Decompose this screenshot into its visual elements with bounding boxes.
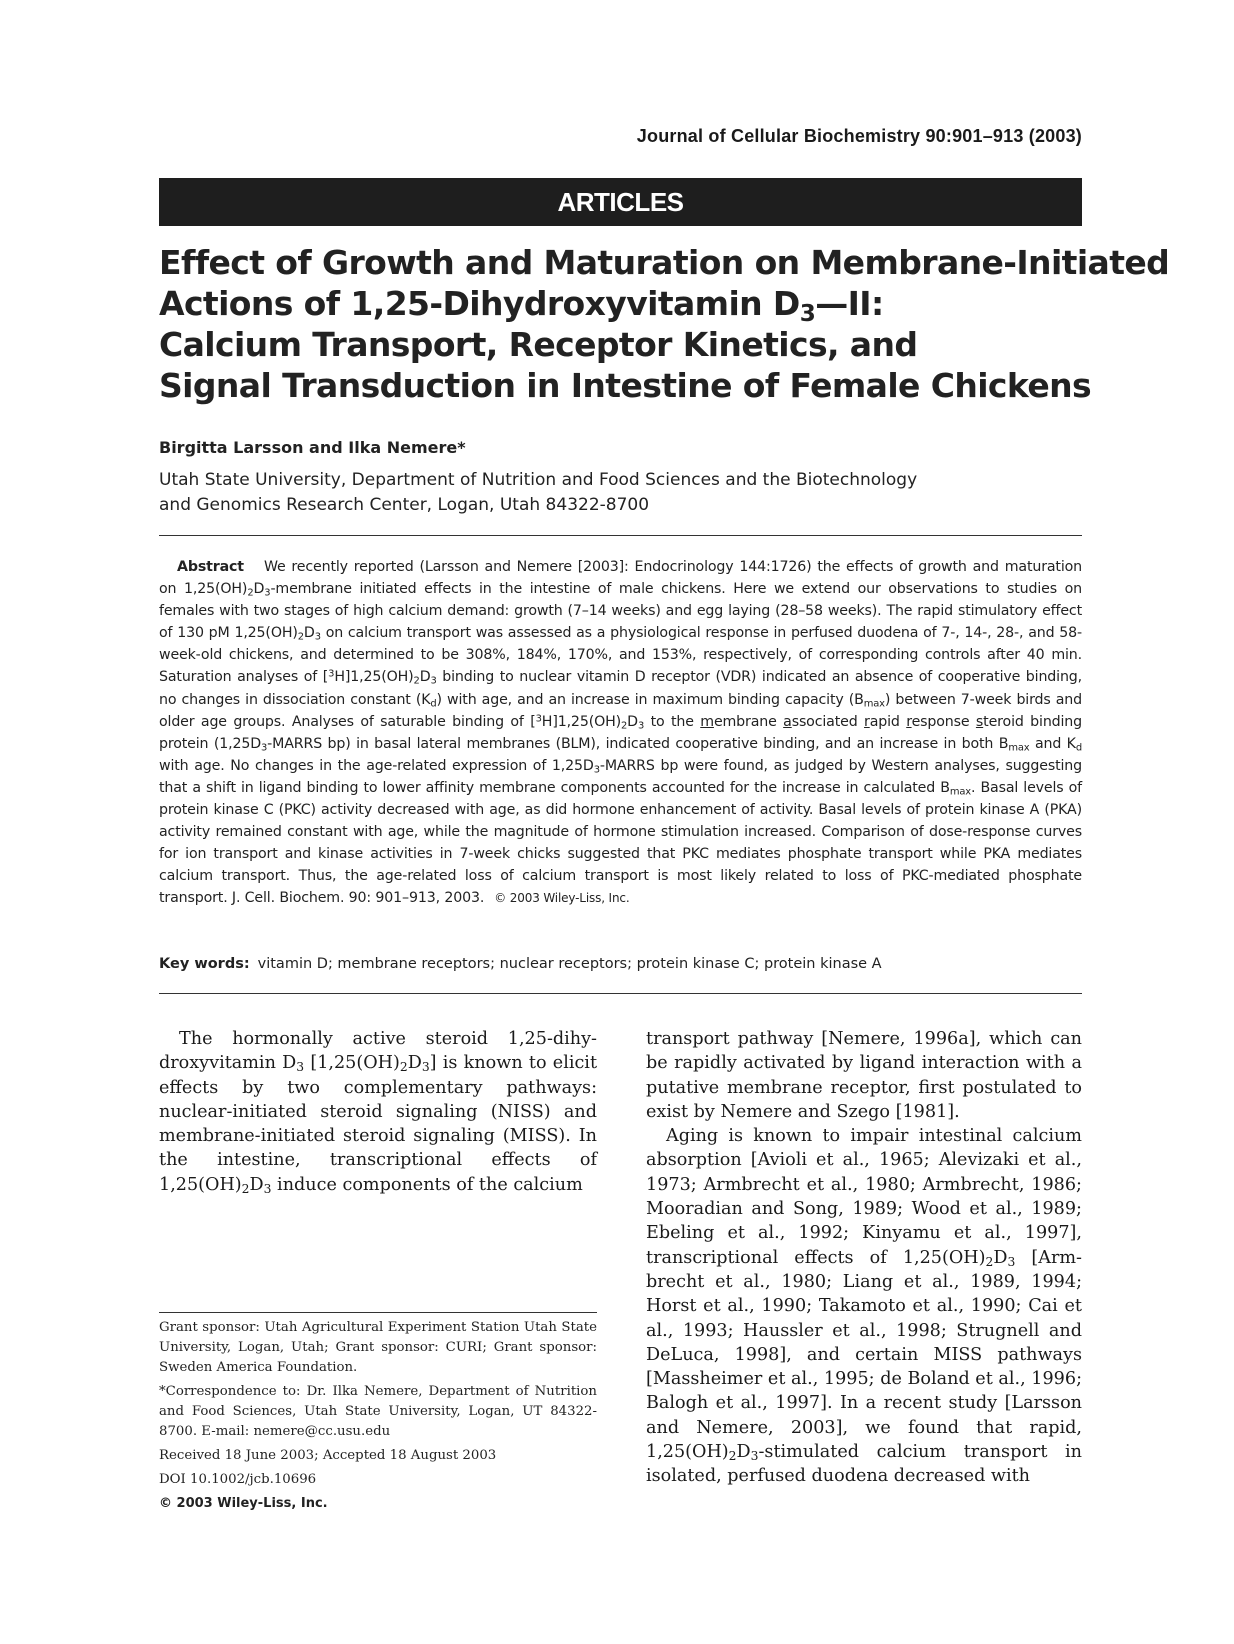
title-line-4: Signal Transduction in Intestine of Female Chickens bbox=[159, 366, 1092, 405]
section-banner bbox=[159, 178, 1082, 226]
footnote-copyright: © 2003 Wiley-Liss, Inc. bbox=[159, 1496, 328, 1511]
body-paragraph-1: The hormonally active steroid 1,25-dihydroxyvitamin $D_3$ $[1,25(OH)_2D_3]$ is known to elicit effects by two complementary pathways: nuclear-initiated steroid signaling (NISS) and membrane-initiated steroid signaling (MISS). In the intestine, transcriptional effects of $1,25(OH)_2D_3$ induce components of the calcium bbox=[159, 1029, 598, 1196]
body-column-right bbox=[646, 1027, 1082, 1489]
footnote-separator bbox=[159, 1312, 597, 1313]
keywords-bottom-rule bbox=[159, 993, 1082, 994]
footnote-received: Received 18 June 2003; Accepted 18 August 2003 bbox=[159, 1448, 497, 1463]
section-banner-label: ARTICLES bbox=[557, 186, 684, 217]
keywords-label: Key words: bbox=[159, 956, 250, 972]
abstract: Abstract We recently reported (Larsson and Nemere [2003]: Endocrinology 144:1726) the effects of growth and maturation on $1,25(OH)_2D_3$-membrane initiated effects in the intestine of male chickens. Here we extend our observations to studies on females with two stages of high calcium demand: growth (7–14 weeks) and egg laying (28–58 weeks). The rapid stimulatory effect of 130 pM $1,25(OH)_2D_3$ on calcium transport was assessed as a physiological response in perfused duodena of 7-, 14-, 28-, and 58-week-old chickens, and determined to be 308%, 184%, 170%, and 153%, respectively, of corresponding controls after 40 min. Saturation analyses of $[^3H]1,25(OH)_2D_3$ binding to nuclear vitamin D receptor (VDR) indicated an absence of cooperative binding, no changes in dissociation constant $(K_d)$ with age, and an increase in maximum binding capacity $(B_{max})$ between 7-week birds and older age groups. Analyses of saturable binding of $[^3H]1,25(OH)_2D_3$ to the membrane associated rapid response steroid binding protein ($1,25D_3$-MARRS bp) in basal lateral membranes (BLM), indicated cooperative binding, and an increase in both $B_{max}$ and $K_d$ with age. No changes in the age-related expression of $1,25D_3$-MARRS bp were found, as judged by Western analyses, suggesting that a shift in ligand binding to lower affinity membrane components accounted for the increase in calculated $B_{max}$. Basal levels of protein kinase C (PKC) activity decreased with age, as did hormone enhancement of activity. Basal levels of protein kinase A (PKA) activity remained constant with age, while the magnitude of hormone stimulation increased. Comparison of dose-response curves for ion transport and kinase activities in 7-week chicks suggested that PKC mediates phosphate transport while PKA mediates calcium transport. Thus, the age-related loss of calcium transport is most likely related to loss of PKC-mediated phosphate transport. J. Cell. Biochem. 90: 901–913, 2003. © 2003 Wiley-Liss, Inc. bbox=[159, 559, 1083, 907]
title-line-1: Effect of Growth and Maturation on Membrane-Initiated bbox=[159, 243, 1170, 282]
body-column-left bbox=[159, 1027, 597, 1197]
keywords bbox=[159, 956, 1082, 972]
affiliation-line-2: and Genomics Research Center, Logan, Utah 84322-8700 bbox=[159, 495, 650, 515]
footnote-doi: DOI 10.1002/jcb.10696 bbox=[159, 1472, 317, 1487]
title-line-3: Calcium Transport, Receptor Kinetics, and bbox=[159, 325, 918, 364]
article-title bbox=[159, 242, 1170, 406]
affiliation-line-1: Utah State University, Department of Nutrition and Food Sciences and the Biotechnology bbox=[159, 470, 918, 490]
footnotes bbox=[159, 1318, 597, 1518]
title-line-2: Actions of 1,25-Dihydroxyvitamin $D_3—II$: bbox=[159, 284, 884, 327]
abstract-copyright: © 2003 Wiley-Liss, Inc. bbox=[494, 891, 630, 906]
footnote-correspondence: *Correspondence to: Dr. Ilka Nemere, Department of Nutrition and Food Sciences, Utah State University, Logan, UT 84322-8700. E-mail: nemere@cc.usu.edu bbox=[159, 1384, 597, 1439]
affiliation bbox=[159, 468, 1059, 518]
abstract-label: Abstract bbox=[177, 559, 244, 575]
body-paragraph-3: Aging is known to impair intestinal calcium absorption [Avioli et al., 1965; Alevizaki et al., 1973; Armbrecht et al., 1980; Armbrecht, 1986; Mooradian and Song, 1989; Wood et al., 1989; Ebeling et al., 1992; Kinyamu et al., 1997], transcriptional effects of $1,25(OH)_2D_3$ [Armbrecht et al., 1980; Liang et al., 1989, 1994; Horst et al., 1990; Takamoto et al., 1990; Cai et al., 1993; Haussler et al., 1998; Strugnell and DeLuca, 1998], and certain MISS pathways [Massheimer et al., 1995; de Boland et al., 1996; Balogh et al., 1997]. In a recent study [Larsson and Nemere, 2003], we found that rapid, $1,25(OH)_2D_3$-stimulated calcium transport in isolated, perfused duodena decreased with bbox=[646, 1126, 1082, 1487]
keywords-text: vitamin D; membrane receptors; nuclear receptors; protein kinase C; protein kinase A bbox=[257, 956, 882, 972]
abstract-top-rule bbox=[159, 535, 1082, 536]
footnote-grant: Grant sponsor: Utah Agricultural Experiment Station Utah State University, Logan, Utah; Grant sponsor: CURI; Grant sponsor: Sweden America Foundation. bbox=[159, 1320, 597, 1375]
authors: Birgitta Larsson and Ilka Nemere* bbox=[159, 438, 466, 457]
journal-citation: Journal of Cellular Biochemistry 90:901–913 (2003) bbox=[636, 126, 1082, 146]
body-paragraph-2: transport pathway [Nemere, 1996a], which can be rapidly activated by ligand interaction with a putative membrane receptor, first postulated to exist by Nemere and Szego [1981]. bbox=[646, 1029, 1082, 1122]
